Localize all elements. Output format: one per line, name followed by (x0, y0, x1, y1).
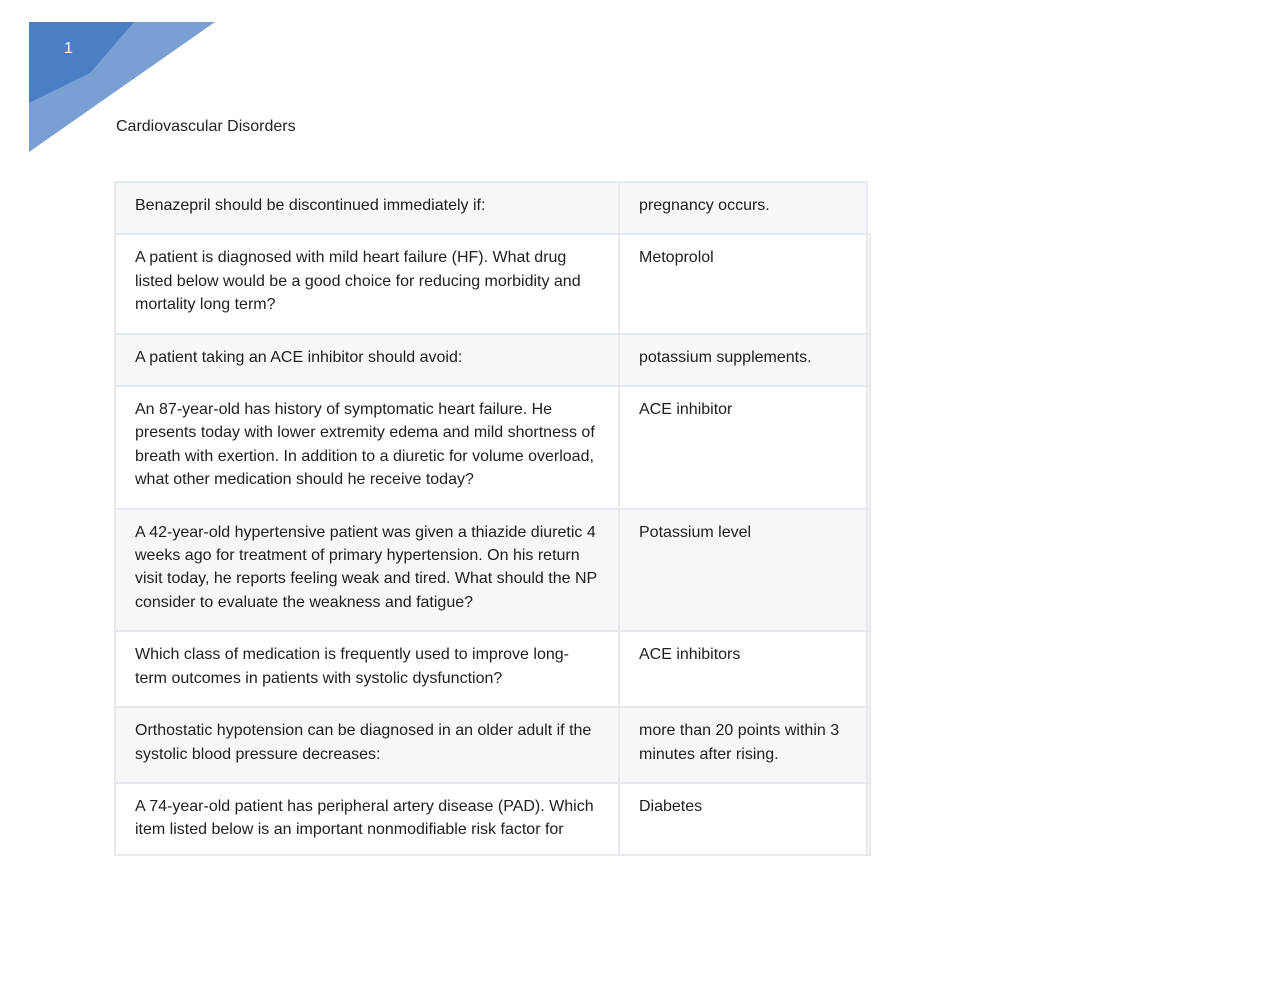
question-cell: An 87-year-old has history of symptomatic heart failure. He presents today with lower extremity edema and mild shortness of breath with exertion. In addition to a diuretic for volume overload, what other medication should he receive today? (115, 386, 619, 509)
extra-column-cell (867, 334, 870, 386)
extra-column-cell (867, 386, 870, 509)
corner-decoration (0, 0, 260, 170)
answer-cell: Potassium level (619, 509, 867, 632)
question-cell: Which class of medication is frequently used to improve long-term outcomes in patients with systolic dysfunction? (115, 631, 619, 707)
question-cell: A patient taking an ACE inhibitor should avoid: (115, 334, 619, 386)
answer-cell: potassium supplements. (619, 334, 867, 386)
extra-column-cell (867, 234, 870, 333)
qa-table (114, 181, 871, 856)
table-row (115, 386, 870, 509)
answer-cell: ACE inhibitor (619, 386, 867, 509)
question-cell: Orthostatic hypotension can be diagnosed in an older adult if the systolic blood pressure decreases: (115, 707, 619, 783)
table-row (115, 631, 870, 707)
extra-column-cell (867, 509, 870, 632)
question-cell: A 42-year-old hypertensive patient was given a thiazide diuretic 4 weeks ago for treatment of primary hypertension. On his return visit today, he reports feeling weak and tired. What should the NP consider to evaluate the weakness and fatigue? (115, 509, 619, 632)
extra-column-cell (867, 631, 870, 707)
table-row (115, 182, 870, 234)
table-row (115, 783, 870, 855)
table-row (115, 707, 870, 783)
question-cell: A 74-year-old patient has peripheral artery disease (PAD). Which item listed below is an important nonmodifiable risk factor for (115, 783, 619, 855)
answer-cell: Metoprolol (619, 234, 867, 333)
table-row (115, 234, 870, 333)
document-title: Cardiovascular Disorders (116, 118, 296, 135)
extra-column-cell (867, 182, 870, 234)
question-cell: A patient is diagnosed with mild heart failure (HF). What drug listed below would be a good choice for reducing morbidity and mortality long term? (115, 234, 619, 333)
extra-column-cell (867, 783, 870, 855)
answer-cell: ACE inhibitors (619, 631, 867, 707)
table-row (115, 334, 870, 386)
question-cell: Benazepril should be discontinued immediately if: (115, 182, 619, 234)
table-row (115, 509, 870, 632)
answer-cell: Diabetes (619, 783, 867, 855)
answer-cell: pregnancy occurs. (619, 182, 867, 234)
answer-cell: more than 20 points within 3 minutes after rising. (619, 707, 867, 783)
page-number: 1 (64, 40, 73, 57)
extra-column-cell (867, 707, 870, 783)
